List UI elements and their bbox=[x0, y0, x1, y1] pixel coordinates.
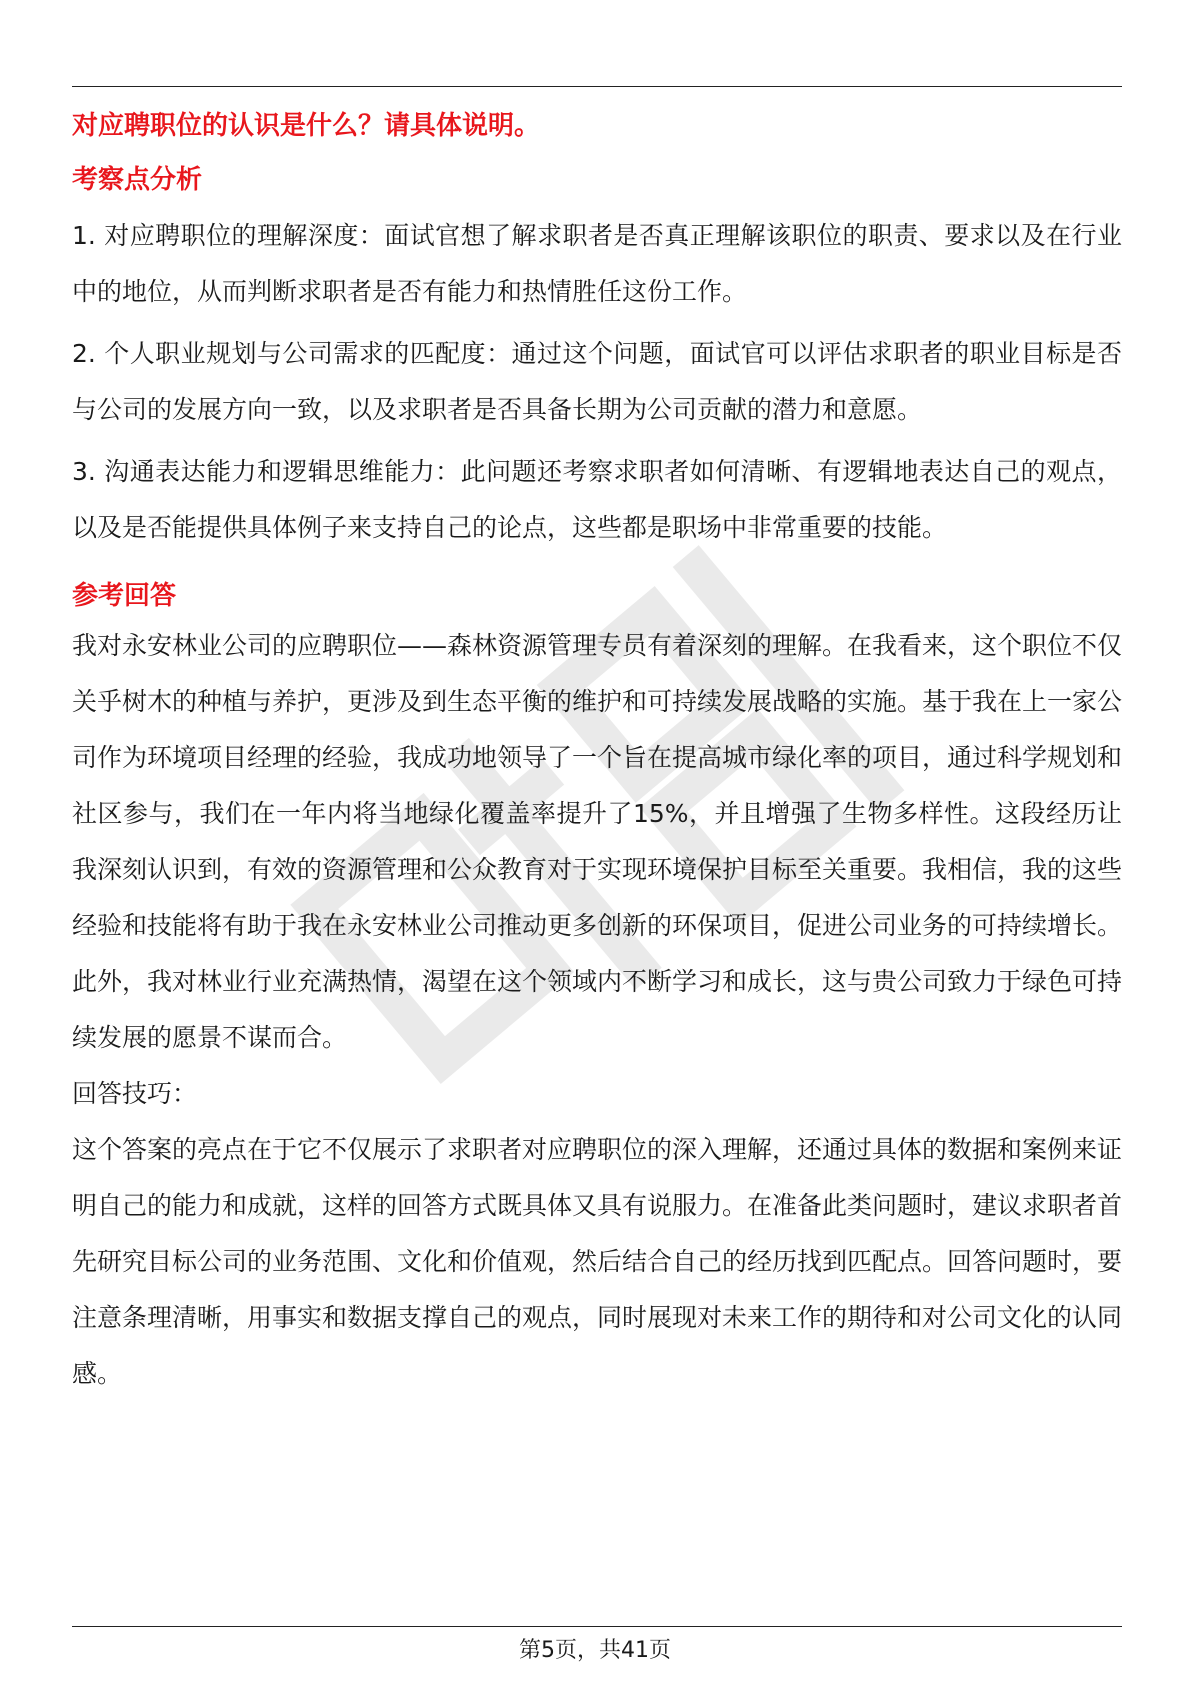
analysis-heading: 考察点分析 bbox=[72, 165, 203, 195]
reference-heading: 参考回答 bbox=[72, 581, 177, 611]
analysis-point-3: 3. 沟通表达能力和逻辑思维能力：此问题还考察求职者如何清晰、有逻辑地表达自己的观点，以及是否能提供具体例子来支持自己的论点，这些都是职场中非常重要的技能。 bbox=[72, 457, 1122, 542]
header-divider bbox=[72, 86, 1122, 87]
analysis-point-1: 1. 对应聘职位的理解深度：面试官想了解求职者是否真正理解该职位的职责、要求以及在行业中的地位，从而判断求职者是否有能力和热情胜任这份工作。 bbox=[72, 221, 1122, 306]
tips-text: 这个答案的亮点在于它不仅展示了求职者对应聘职位的深入理解，还通过具体的数据和案例来证明自己的能力和成就，这样的回答方式既具体又具有说服力。在准备此类问题时，建议求职者首先研究目标公司的业务范围、文化和价值观，然后结合自己的经历找到匹配点。回答问题时，要注意条理清晰，用事实和数据支撑自己的观点，同时展现对未来工作的期待和对公司文化的认同感。 bbox=[72, 1135, 1123, 1388]
tips-label: 回答技巧： bbox=[72, 1079, 198, 1108]
page-number: 第5页，共41页 bbox=[519, 1638, 671, 1663]
document-body bbox=[72, 104, 1122, 1402]
question-title: 对应聘职位的认识是什么？请具体说明。 bbox=[72, 111, 541, 141]
footer-divider bbox=[72, 1626, 1122, 1627]
reference-answer: 我对永安林业公司的应聘职位——森林资源管理专员有着深刻的理解。在我看来，这个职位不仅关乎树木的种植与养护，更涉及到生态平衡的维护和可持续发展战略的实施。基于我在上一家公司作为环境项目经理的经验，我成功地领导了一个旨在提高城市绿化率的项目，通过科学规划和社区参与，我们在一年内将当地绿化覆盖率提升了15%，并且增强了生物多样性。这段经历让我深刻认识到，有效的资源管理和公众教育对于实现环境保护目标至关重要。我相信，我的这些经验和技能将有助于我在永安林业公司推动更多创新的环保项目，促进公司业务的可持续增长。此外，我对林业行业充满热情，渴望在这个领域内不断学习和成长，这与贵公司致力于绿色可持续发展的愿景不谋而合。 bbox=[72, 631, 1123, 1052]
analysis-point-2: 2. 个人职业规划与公司需求的匹配度：通过这个问题，面试官可以评估求职者的职业目标是否与公司的发展方向一致，以及求职者是否具备长期为公司贡献的潜力和意愿。 bbox=[72, 339, 1122, 424]
